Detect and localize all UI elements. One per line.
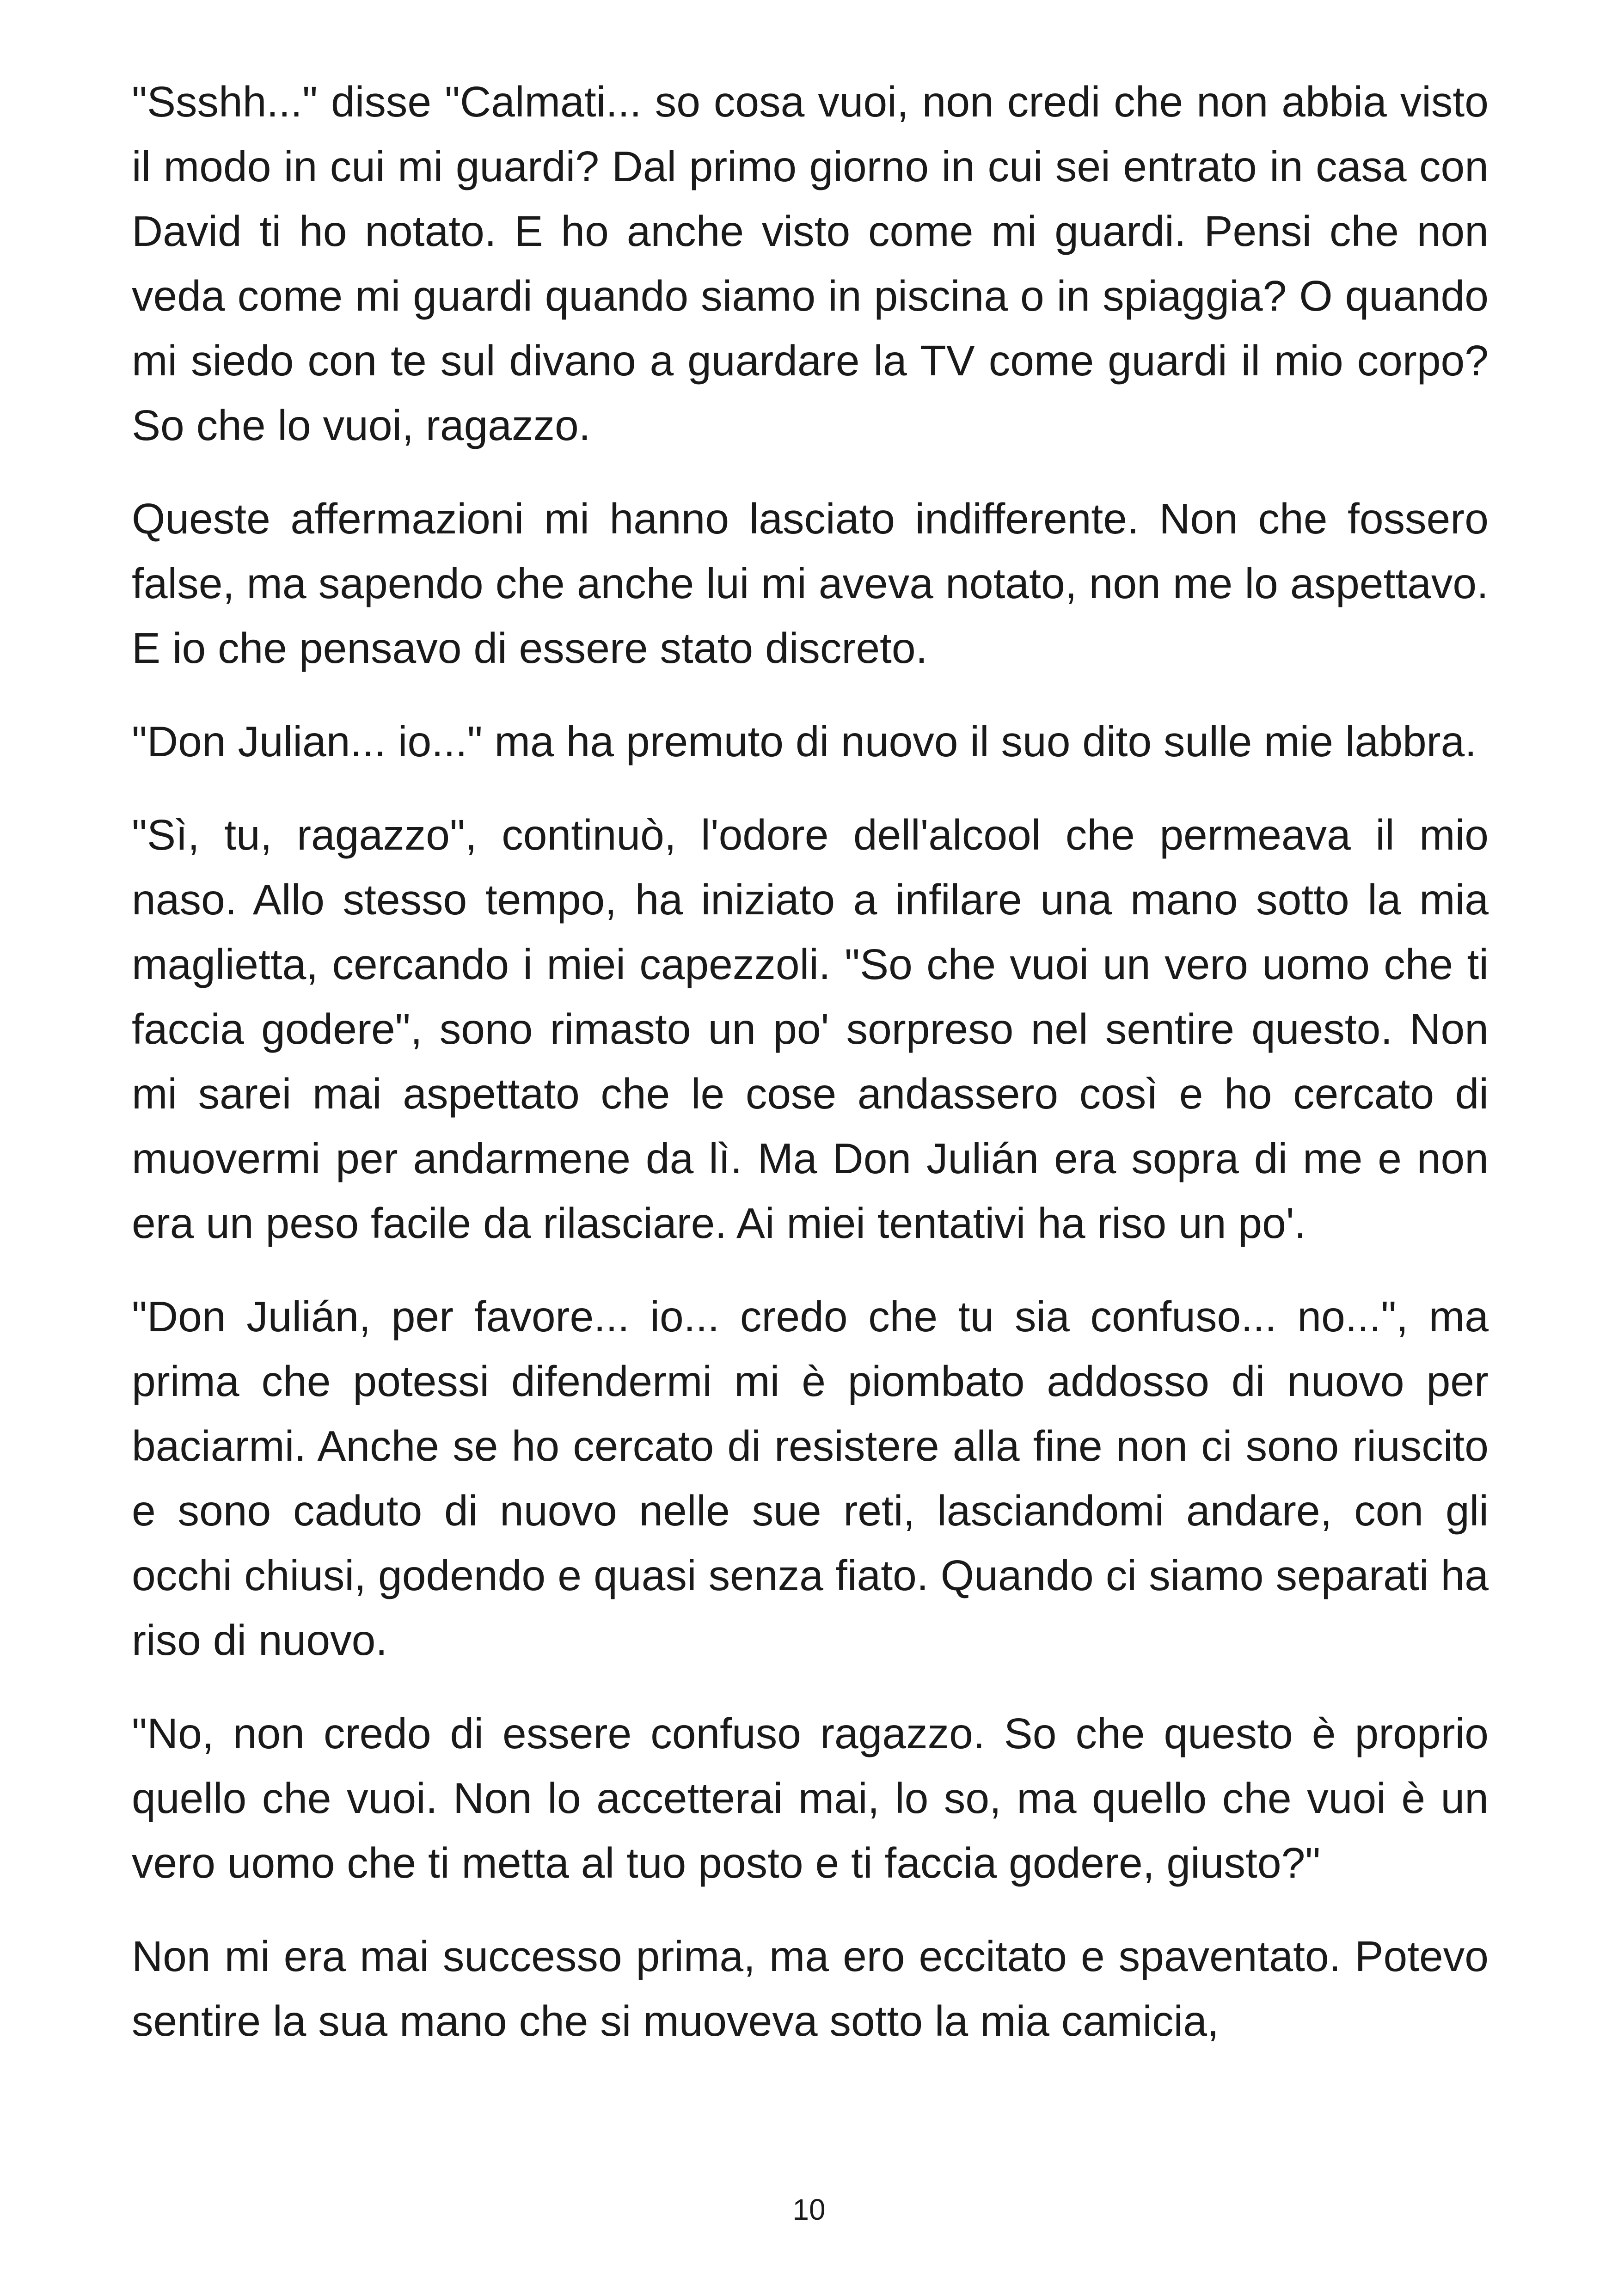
paragraph-7: Non mi era mai successo prima, ma ero eccitato e spaventato. Potevo sentire la sua mano che si muoveva sotto la mia camicia, (132, 1932, 1489, 2045)
paragraph-6: "No, non credo di essere confuso ragazzo. So che questo è proprio quello che vuoi. Non lo accetterai mai, lo so, ma quello che vuoi è un vero uomo che ti metta al tuo posto e ti faccia godere, giusto?" (132, 1709, 1489, 1887)
page-number: 10 (792, 2193, 826, 2226)
body-text (132, 69, 1489, 2053)
paragraph-2: Queste affermazioni mi hanno lasciato indifferente. Non che fossero false, ma sapendo che anche lui mi aveva notato, non me lo aspettavo. E io che pensavo di essere stato discreto. (132, 495, 1489, 672)
paragraph-5: "Don Julián, per favore... io... credo che tu sia confuso... no...", ma prima che potessi difendermi mi è piombato addosso di nuovo per baciarmi. Anche se ho cercato di resistere alla fine non ci sono riuscito e sono caduto di nuovo nelle sue reti, lasciandomi andare, con gli occhi chiusi, godendo e quasi senza fiato. Quando ci siamo separati ha riso di nuovo. (132, 1292, 1489, 1664)
paragraph-3: "Don Julian... io..." ma ha premuto di nuovo il suo dito sulle mie labbra. (132, 717, 1477, 765)
paragraph-4: "Sì, tu, ragazzo", continuò, l'odore dell'alcool che permeava il mio naso. Allo stesso tempo, ha iniziato a infilare una mano sotto la mia maglietta, cercando i miei capezzoli. "So che vuoi un vero uomo che ti faccia godere", sono rimasto un po' sorpreso nel sentire questo. Non mi sarei mai aspettato che le cose andassero così e ho cercato di muovermi per andarmene da lì. Ma Don Julián era sopra di me e non era un peso facile da rilasciare. Ai miei tentativi ha riso un po'. (132, 811, 1489, 1247)
paragraph-1: "Ssshh..." disse "Calmati... so cosa vuoi, non credi che non abbia visto il modo in cui mi guardi? Dal primo giorno in cui sei entrato in casa con David ti ho notato. E ho anche visto come mi guardi. Pensi che non veda come mi guardi quando siamo in piscina o in spiaggia? O quando mi siedo con te sul divano a guardare la TV come guardi il mio corpo? So che lo vuoi, ragazzo. (132, 78, 1489, 449)
